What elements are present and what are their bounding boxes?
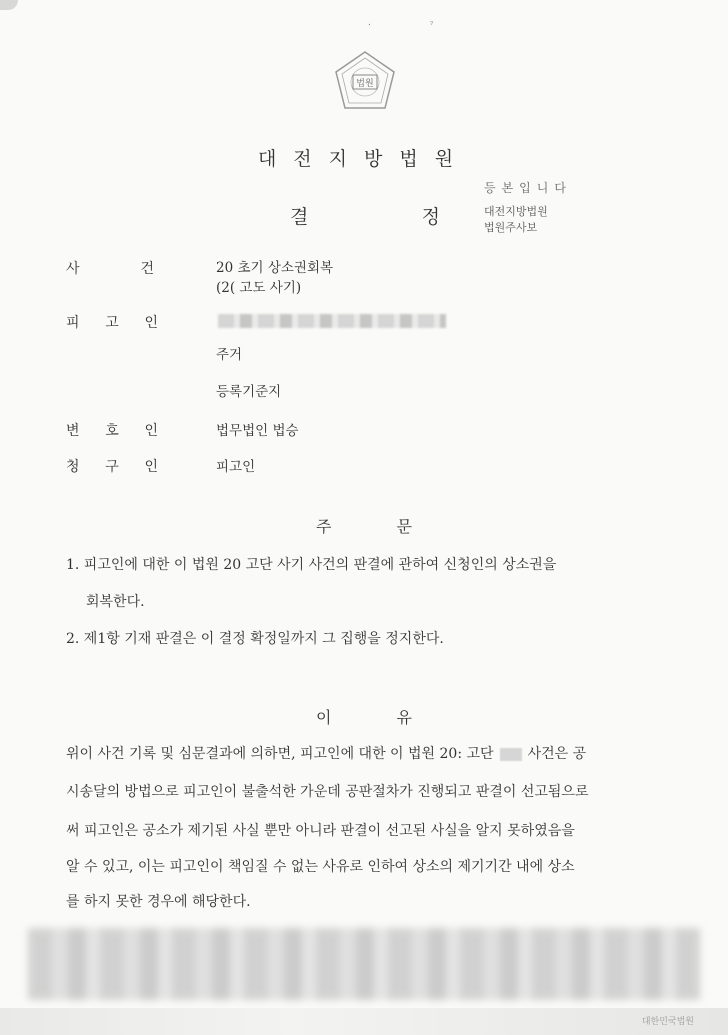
reason-line-4: 알 수 있고, 이는 피고인이 책임질 수 없는 사유로 인하여 상소의 제기기간 내에 상소 bbox=[66, 859, 575, 875]
reason-line-2: 시송달의 방법으로 피고인이 불출석한 가운데 공판절차가 진행되고 판결이 선고됨으로 bbox=[66, 784, 589, 800]
seal-text: 법원 bbox=[356, 79, 374, 89]
footer-bar bbox=[0, 1008, 728, 1035]
order-item-1-cont: 회복한다. bbox=[86, 594, 145, 610]
court-name: 대전지방법원 bbox=[257, 148, 471, 170]
reason-line-3: 써 피고인은 공소가 제기된 사실 뿐만 아니라 판결이 선고된 사실을 알지 못하였음을 bbox=[66, 823, 575, 839]
order-heading bbox=[316, 514, 412, 537]
reason-heading-char-1: 이 bbox=[316, 708, 332, 727]
defendant-label-char-1: 피 bbox=[66, 315, 80, 331]
petitioner-label bbox=[66, 456, 158, 476]
case-label-char-2: 건 bbox=[140, 261, 154, 277]
reason-line-1 bbox=[66, 743, 586, 763]
title-right: 정 bbox=[421, 206, 440, 228]
attorney-label-char-2: 호 bbox=[105, 423, 119, 439]
order-heading-char-2: 문 bbox=[396, 517, 412, 536]
case-line-2: (2( 고도 사기) bbox=[216, 280, 302, 296]
court-seal-icon bbox=[330, 48, 400, 118]
redacted-defendant-name bbox=[218, 314, 446, 328]
petitioner-label-char-3: 인 bbox=[144, 459, 158, 475]
case-label-char-1: 사 bbox=[66, 261, 80, 277]
address-label: 주거 bbox=[216, 347, 243, 363]
reason-line-1-start: 위이 사건 기록 및 심문결과에 의하면, 피고인에 대한 이 법원 20: 고단 bbox=[66, 746, 494, 762]
registered-domicile-label: 등록기준지 bbox=[216, 384, 282, 400]
case-value bbox=[216, 258, 333, 298]
redacted-case-number bbox=[500, 748, 522, 761]
stamp-line-3: 법원주사보 bbox=[484, 221, 538, 234]
reason-heading-char-2: 유 bbox=[396, 708, 412, 727]
order-item-1: 1. 피고인에 대한 이 법원 20 고단 사기 사건의 판결에 관하여 신청인의 상소권을 bbox=[66, 557, 557, 573]
stamp-line-2: 대전지방법원 bbox=[484, 205, 548, 218]
footer-court-label: 대한민국법원 bbox=[641, 1017, 694, 1027]
title-left: 결 bbox=[290, 206, 309, 228]
scan-mark: . ₇ bbox=[368, 18, 462, 28]
defendant-label-char-2: 고 bbox=[105, 315, 119, 331]
certified-copy-stamp bbox=[484, 180, 572, 236]
petitioner-value: 피고인 bbox=[216, 459, 256, 475]
attorney-value: 법무법인 법승 bbox=[216, 423, 299, 439]
attorney-label bbox=[66, 420, 158, 440]
page-corner bbox=[0, 0, 18, 10]
stamp-line-1: 등본입니다 bbox=[484, 181, 572, 195]
attorney-label-char-3: 인 bbox=[144, 423, 158, 439]
defendant-label-char-3: 인 bbox=[144, 315, 158, 331]
order-heading-char-1: 주 bbox=[316, 517, 332, 536]
reason-line-1-end: 사건은 공 bbox=[527, 746, 587, 762]
order-item-2: 2. 제1항 기재 판결은 이 결정 확정일까지 그 집행을 정지한다. bbox=[66, 631, 444, 647]
document-title bbox=[290, 202, 440, 229]
reason-line-5: 를 하지 못한 경우에 해당한다. bbox=[66, 894, 251, 910]
reason-heading bbox=[316, 705, 412, 728]
petitioner-label-char-1: 청 bbox=[66, 459, 80, 475]
defendant-label bbox=[66, 312, 158, 332]
petitioner-label-char-2: 구 bbox=[105, 459, 119, 475]
redacted-signature-block bbox=[28, 928, 700, 1000]
case-label bbox=[66, 258, 154, 278]
attorney-label-char-1: 변 bbox=[66, 423, 80, 439]
case-line-1: 20 초기 상소권회복 bbox=[216, 260, 334, 276]
